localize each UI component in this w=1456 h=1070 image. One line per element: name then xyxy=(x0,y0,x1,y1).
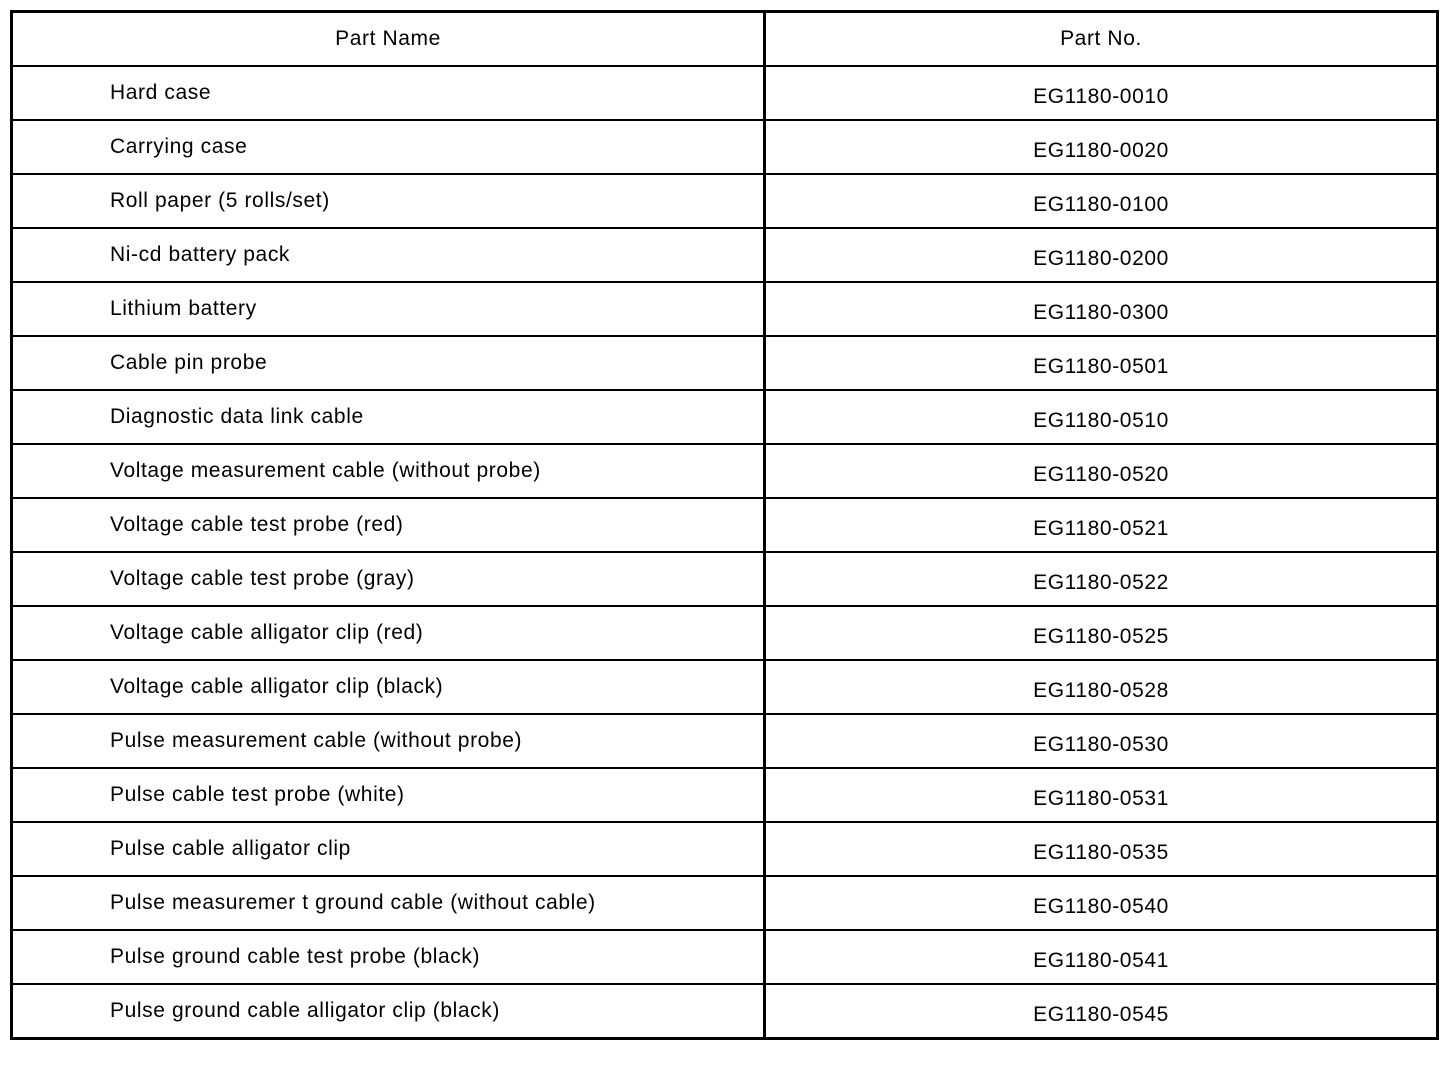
parts-table xyxy=(10,10,1439,1040)
part-name-cell: Voltage cable alligator clip (black) xyxy=(12,660,765,714)
table-body xyxy=(12,66,1438,1039)
table-row xyxy=(12,390,1438,444)
part-number-cell: EG1180-0541 xyxy=(765,930,1438,984)
part-number-cell: EG1180-0531 xyxy=(765,768,1438,822)
table-header xyxy=(12,12,1438,67)
part-name-cell: Roll paper (5 rolls/set) xyxy=(12,174,765,228)
part-number-cell: EG1180-0300 xyxy=(765,282,1438,336)
part-name-cell: Voltage cable test probe (gray) xyxy=(12,552,765,606)
part-number-cell: EG1180-0200 xyxy=(765,228,1438,282)
part-number-cell: EG1180-0530 xyxy=(765,714,1438,768)
part-name-cell: Voltage measurement cable (without probe) xyxy=(12,444,765,498)
table-row xyxy=(12,66,1438,120)
part-name-cell: Cable pin probe xyxy=(12,336,765,390)
part-name-cell: Pulse measurement cable (without probe) xyxy=(12,714,765,768)
table-row xyxy=(12,228,1438,282)
table-row xyxy=(12,876,1438,930)
part-number-cell: EG1180-0522 xyxy=(765,552,1438,606)
table-row xyxy=(12,174,1438,228)
part-name-cell: Voltage cable test probe (red) xyxy=(12,498,765,552)
part-name-cell: Hard case xyxy=(12,66,765,120)
part-name-cell: Pulse cable test probe (white) xyxy=(12,768,765,822)
table-row xyxy=(12,822,1438,876)
part-number-cell: EG1180-0020 xyxy=(765,120,1438,174)
table-row xyxy=(12,444,1438,498)
table-row xyxy=(12,552,1438,606)
part-number-cell: EG1180-0521 xyxy=(765,498,1438,552)
part-name-cell: Carrying case xyxy=(12,120,765,174)
table-row xyxy=(12,930,1438,984)
part-name-cell: Pulse measuremer t ground cable (without cable) xyxy=(12,876,765,930)
part-number-cell: EG1180-0535 xyxy=(765,822,1438,876)
part-no-header: Part No. xyxy=(765,12,1438,67)
part-number-cell: EG1180-0528 xyxy=(765,660,1438,714)
part-name-cell: Ni-cd battery pack xyxy=(12,228,765,282)
part-number-cell: EG1180-0510 xyxy=(765,390,1438,444)
part-number-cell: EG1180-0520 xyxy=(765,444,1438,498)
part-number-cell: EG1180-0540 xyxy=(765,876,1438,930)
table-row xyxy=(12,714,1438,768)
part-name-cell: Lithium battery xyxy=(12,282,765,336)
table-row xyxy=(12,984,1438,1039)
part-name-cell: Pulse ground cable alligator clip (black) xyxy=(12,984,765,1039)
table-row xyxy=(12,606,1438,660)
part-name-header: Part Name xyxy=(12,12,765,67)
table-row xyxy=(12,336,1438,390)
table-row xyxy=(12,282,1438,336)
part-name-cell: Pulse ground cable test probe (black) xyxy=(12,930,765,984)
part-number-cell: EG1180-0501 xyxy=(765,336,1438,390)
table-row xyxy=(12,768,1438,822)
table-row xyxy=(12,498,1438,552)
part-name-cell: Diagnostic data link cable xyxy=(12,390,765,444)
part-number-cell: EG1180-0545 xyxy=(765,984,1438,1039)
part-number-cell: EG1180-0010 xyxy=(765,66,1438,120)
part-number-cell: EG1180-0100 xyxy=(765,174,1438,228)
part-number-cell: EG1180-0525 xyxy=(765,606,1438,660)
table-row xyxy=(12,120,1438,174)
part-name-cell: Pulse cable alligator clip xyxy=(12,822,765,876)
table-row xyxy=(12,660,1438,714)
part-name-cell: Voltage cable alligator clip (red) xyxy=(12,606,765,660)
header-row xyxy=(12,12,1438,67)
